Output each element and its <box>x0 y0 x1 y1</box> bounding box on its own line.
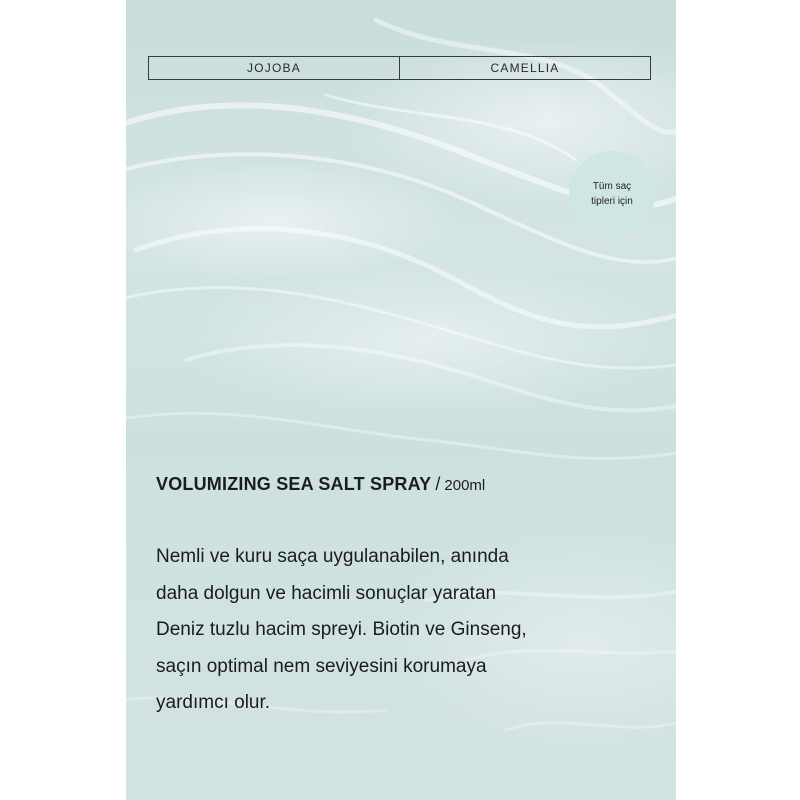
description-line: daha dolgun ve hacimli sonuçlar yaratan <box>156 582 497 604</box>
ingredient-tab-bar <box>148 56 651 80</box>
product-name: VOLUMIZING SEA SALT SPRAY <box>156 474 432 494</box>
product-separator: / <box>435 474 441 494</box>
product-card <box>126 0 676 800</box>
hair-type-badge <box>569 151 655 237</box>
description-line: Deniz tuzlu hacim spreyi. Biotin ve Ginseng, <box>156 619 527 640</box>
tab-camellia: CAMELLIA <box>399 57 650 79</box>
product-title <box>156 474 485 495</box>
product-description <box>156 539 666 722</box>
description-line: Nemli ve kuru saça uygulanabilen, anında <box>156 546 509 567</box>
badge-line-1: Tüm saç <box>592 181 632 192</box>
description-line: yardımcı olur. <box>156 692 271 713</box>
description-line: saçın optimal nem seviyesini korumaya <box>156 655 487 677</box>
tab-jojoba: JOJOBA <box>247 61 301 75</box>
product-size: 200ml <box>444 477 486 494</box>
badge-line-2: tipleri için <box>591 196 633 207</box>
